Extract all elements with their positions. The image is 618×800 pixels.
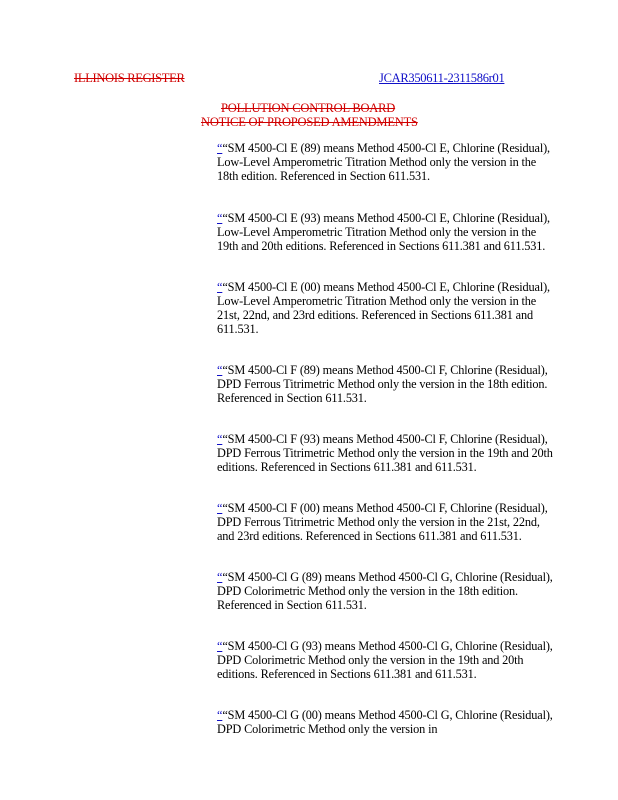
notice-title: NOTICE OF PROPOSED AMENDMENTS (201, 115, 418, 129)
definition-body: means Method 4500-Cl E, Chlorine (Residual), Low-Level Amperometric Titration Method only the version in the 18th edition. Referenced in Section 611.531. (217, 141, 550, 183)
definition-body: means Method 4500-Cl F, Chlorine (Residual), DPD Ferrous Titrimetric Method only the version in the 19th and 20th editions. Referenced in Sections 611.381 and 611.531. (217, 432, 553, 474)
header-jcar-number: JCAR350611-2311586r01 (379, 71, 505, 85)
definition-item: ““SM 4500-Cl F (89) means Method 4500-Cl F, Chlorine (Residual), DPD Ferrous Titrimetric Method only the version in the 18th edition. Referenced in Section 611.531. (217, 363, 548, 405)
definition-body: means Method 4500-Cl E, Chlorine (Residual), Low-Level Amperometric Titration Method only the version in the 21st, 22nd, and 23rd editions. Referenced in Sections 611.381 and 611.531. (217, 280, 550, 336)
definition-item: ““SM 4500-Cl G (00) means Method 4500-Cl G, Chlorine (Residual), DPD Colorimetric Method only the version in (217, 708, 553, 736)
agency-title: POLLUTION CONTROL BOARD (221, 101, 396, 115)
definition-body: means Method 4500-Cl F, Chlorine (Residual), DPD Ferrous Titrimetric Method only the version in the 18th edition. Referenced in Section 611.531. (217, 363, 548, 405)
definition-body: means Method 4500-Cl G, Chlorine (Residual), DPD Colorimetric Method only the version in the 18th edition. Referenced in Section 611.531. (217, 570, 553, 612)
definition-term: SM 4500-Cl G (89) (227, 570, 322, 584)
definition-item: ““SM 4500-Cl F (00) means Method 4500-Cl F, Chlorine (Residual), DPD Ferrous Titrimetric Method only the version in the 21st, 22nd, and 23rd editions. Referenced in Sections 611.381 and 611.531. (217, 501, 548, 543)
definition-body: means Method 4500-Cl G, Chlorine (Residual), DPD Colorimetric Method only the version in (217, 708, 553, 736)
definition-item: ““SM 4500-Cl G (89) means Method 4500-Cl G, Chlorine (Residual), DPD Colorimetric Method only the version in the 18th edition. Referenced in Section 611.531. (217, 570, 553, 612)
definition-term: SM 4500-Cl F (93) (227, 432, 320, 446)
definition-item: ““SM 4500-Cl F (93) means Method 4500-Cl F, Chlorine (Residual), DPD Ferrous Titrimetric Method only the version in the 19th and 20th editions. Referenced in Sections 611.381 and 611.531. (217, 432, 553, 474)
definition-term: SM 4500-Cl F (89) (227, 363, 320, 377)
definition-body: means Method 4500-Cl F, Chlorine (Residual), DPD Ferrous Titrimetric Method only the version in the 21st, 22nd, and 23rd editions. Referenced in Sections 611.381 and 611.531. (217, 501, 548, 543)
definition-term: SM 4500-Cl G (00) (227, 708, 322, 722)
definition-body: means Method 4500-Cl E, Chlorine (Residual), Low-Level Amperometric Titration Method only the version in the 19th and 20th editions. Referenced in Sections 611.381 and 611.531. (217, 211, 550, 253)
definition-item: ““SM 4500-Cl E (93) means Method 4500-Cl E, Chlorine (Residual), Low-Level Amperometric Titration Method only the version in the 19th and 20th editions. Referenced in Sections 611.381 and 611.531. (217, 211, 550, 253)
definition-item: ““SM 4500-Cl E (00) means Method 4500-Cl E, Chlorine (Residual), Low-Level Amperometric Titration Method only the version in the 21st, 22nd, and 23rd editions. Referenced in Sections 611.381 and 611.531. (217, 280, 550, 336)
definition-term: SM 4500-Cl E (89) (227, 141, 321, 155)
definition-term: SM 4500-Cl E (00) (227, 280, 321, 294)
definitions-list (217, 141, 557, 763)
header-register-name: ILLINOIS REGISTER (74, 71, 185, 85)
definition-term: SM 4500-Cl E (93) (227, 211, 321, 225)
definition-body: means Method 4500-Cl G, Chlorine (Residual), DPD Colorimetric Method only the version in the 19th and 20th editions. Referenced in Sections 611.381 and 611.531. (217, 639, 553, 681)
definition-item: ““SM 4500-Cl E (89) means Method 4500-Cl E, Chlorine (Residual), Low-Level Amperometric Titration Method only the version in the 18th edition. Referenced in Section 611.531. (217, 141, 550, 183)
definition-item: ““SM 4500-Cl G (93) means Method 4500-Cl G, Chlorine (Residual), DPD Colorimetric Method only the version in the 19th and 20th editions. Referenced in Sections 611.381 and 611.531. (217, 639, 553, 681)
definition-term: SM 4500-Cl F (00) (227, 501, 320, 515)
definition-term: SM 4500-Cl G (93) (227, 639, 322, 653)
